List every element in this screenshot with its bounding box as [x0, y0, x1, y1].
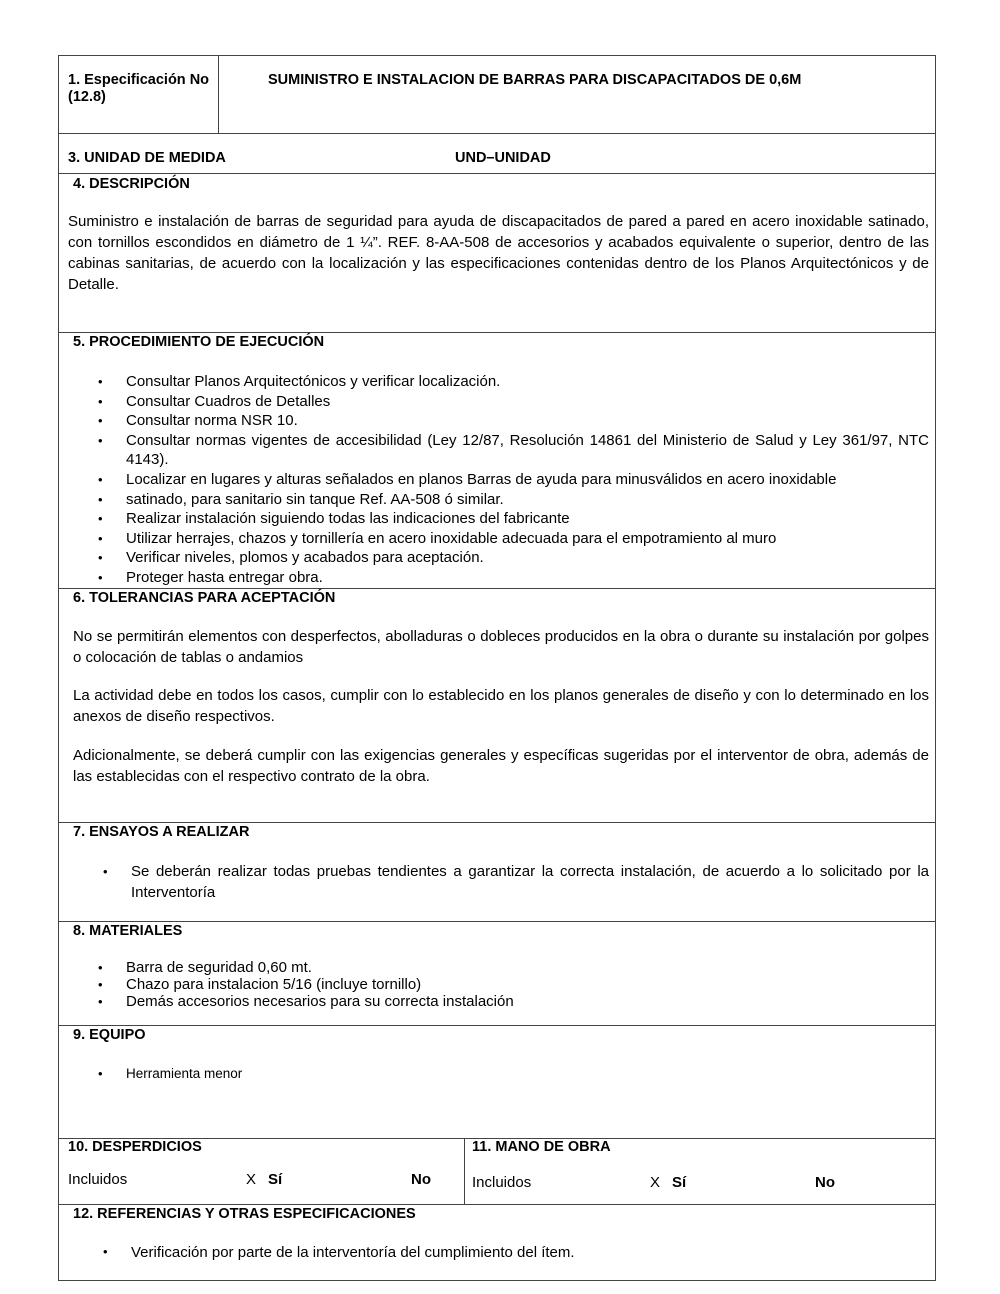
desperdicios-mark: X [246, 1171, 257, 1188]
divider [59, 921, 935, 922]
desperdicios-label: Incluidos [68, 1171, 128, 1188]
list-item: • Consultar normas vigentes de accesibilidad (Ley 12/87, Resolución 14861 del Ministerio de Salud y Ley 361/97, NTC 4143). [59, 431, 929, 470]
header-divider [218, 56, 219, 133]
section-heading-equipo: 9. EQUIPO [73, 1027, 146, 1043]
list-item: • Consultar norma NSR 10. [59, 411, 929, 431]
materiales-list [59, 959, 929, 1010]
tolerancias-paragraph: La actividad debe en todos los casos, cumplir con lo establecido en los planos generales de diseño y con lo determinado en los anexos de diseño respectivos. [73, 687, 929, 725]
tolerancias-paragraph: No se permitirán elementos con desperfectos, abolladuras o dobleces producidos en la obra o durante su instalación por golpes o colocación de tablas o andamios [73, 628, 929, 666]
divider [59, 332, 935, 333]
section-heading-desperdicios: 10. DESPERDICIOS [68, 1139, 202, 1155]
list-item: • Proteger hasta entregar obra. [59, 568, 929, 588]
section-heading-descripcion: 4. DESCRIPCIÓN [73, 176, 190, 192]
list-item: • Se deberán realizar todas pruebas tendientes a garantizar la correcta instalación, de acuerdo a lo solicitado por la Interventoría [64, 861, 929, 903]
divider [59, 133, 935, 134]
spec-title: SUMINISTRO E INSTALACION DE BARRAS PARA DISCAPACITADOS DE 0,6M [268, 72, 802, 88]
divider [59, 1204, 935, 1205]
list-item: • Realizar instalación siguiendo todas las indicaciones del fabricante [59, 509, 929, 529]
unit-label: 3. UNIDAD DE MEDIDA [68, 150, 226, 166]
divider [59, 822, 935, 823]
specification-form [58, 55, 936, 1281]
column-divider [464, 1138, 465, 1204]
mano-obra-label: Incluidos [472, 1174, 532, 1191]
list-item: • Herramienta menor [59, 1066, 929, 1081]
section-heading-ensayos: 7. ENSAYOS A REALIZAR [73, 824, 250, 840]
list-item: • Consultar Planos Arquitectónicos y verificar localización. [59, 372, 929, 392]
section-heading-mano-obra: 11. MANO DE OBRA [472, 1139, 611, 1155]
mano-obra-yes: Sí [672, 1174, 687, 1191]
list-item: • Consultar Cuadros de Detalles [59, 392, 929, 412]
section-heading-procedimiento: 5. PROCEDIMIENTO DE EJECUCIÓN [73, 334, 325, 350]
desperdicios-yes: Sí [268, 1171, 283, 1188]
referencias-list [64, 1244, 929, 1261]
list-item: • Chazo para instalacion 5/16 (incluye tornillo) [59, 976, 929, 993]
mano-obra-no: No [815, 1174, 835, 1191]
mano-obra-mark: X [650, 1174, 661, 1191]
divider [59, 173, 935, 174]
list-item: • Demás accesorios necesarios para su correcta instalación [59, 993, 929, 1010]
list-item: • Verificación por parte de la interventoría del cumplimiento del ítem. [64, 1244, 929, 1261]
equipo-list [59, 1066, 929, 1081]
desperdicios-no: No [411, 1171, 431, 1188]
list-item: • satinado, para sanitario sin tanque Ref. AA-508 ó similar. [59, 490, 929, 510]
list-item: • Localizar en lugares y alturas señalados en planos Barras de ayuda para minusválidos en acero inoxidable [59, 470, 929, 490]
section-heading-materiales: 8. MATERIALES [73, 923, 183, 939]
list-item: • Utilizar herrajes, chazos y tornillería en acero inoxidable adecuada para el empotramiento al muro [59, 529, 929, 549]
section-heading-tolerancias: 6. TOLERANCIAS PARA ACEPTACIÓN [73, 590, 336, 606]
procedimiento-list [59, 372, 929, 588]
divider [59, 1025, 935, 1026]
unit-value: UND–UNIDAD [455, 150, 551, 166]
section-heading-referencias: 12. REFERENCIAS Y OTRAS ESPECIFICACIONES [73, 1206, 416, 1222]
list-item: • Barra de seguridad 0,60 mt. [59, 959, 929, 976]
spec-number-label: 1. Especificación No (12.8) [68, 72, 210, 105]
tolerancias-paragraph: Adicionalmente, se deberá cumplir con las exigencias generales y específicas sugeridas por el interventor de obra, además de las establecidas con el respectivo contrato de la obra. [73, 747, 929, 785]
list-item: • Verificar niveles, plomos y acabados para aceptación. [59, 548, 929, 568]
ensayos-list [64, 861, 929, 903]
descripcion-text: Suministro e instalación de barras de seguridad para ayuda de discapacitados de pared a pared en acero inoxidable satinado, con tornillos escondidos en diámetro de 1 ¼”. REF. 8-AA-508 de accesorios y acabados equivalente o superior, dentro de las cabinas sanitarias, de acuerdo con la localización y las especificaciones contenidas dentro de los Planos Arquitectónicos y de Detalle. [68, 213, 929, 293]
